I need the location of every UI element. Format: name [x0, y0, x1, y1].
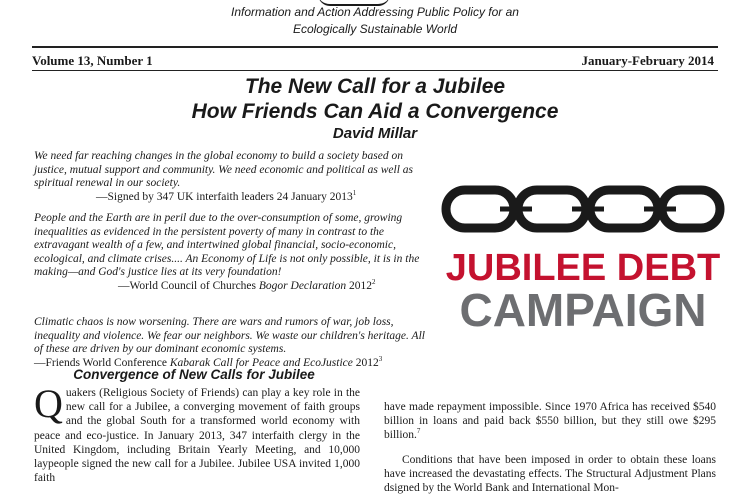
quote-text: People and the Earth are in peril due to the over-consumption of some, growing inequalities as evidenced in the persistent poverty of many in contrast to the extravagant wealth of a few, and intertwined global financial, socio-economic, ecological, and climate crises.... An Economy of Life is not only possible, it is in the making—and God's justice lies at its very foundation!: [34, 212, 420, 279]
body-column-right: [384, 400, 716, 495]
quote-source: —Signed by 347 UK interfaith leaders 24 January 2013$^1$: [96, 188, 357, 203]
article-title-line-2: How Friends Can Aid a Convergence: [191, 100, 559, 123]
quote-text: Climatic chaos is now worsening. There are wars and rumors of war, job loss, inequality and violence. We fear our neighbors. We waste our children's heritage. All of these are driven by our dominant economic systems.: [34, 316, 425, 356]
tagline-line-2: Ecologically Sustainable World: [292, 22, 458, 36]
drop-cap: Q: [34, 381, 63, 426]
article-title-line-1: The New Call for a Jubilee: [244, 75, 506, 98]
issue-volume: Volume 13, Number 1: [32, 53, 153, 68]
body-paragraph: have made repayment impossible. Since 1970 Africa has received $540 billion in loans and paid back $550 billion, but they still owe $295 billion.$^7$: [384, 401, 716, 442]
article-author: David Millar: [332, 125, 418, 142]
quote-source: —World Council of Churches Bogor Declaration 2012$^2$: [118, 278, 376, 292]
body-paragraph: Conditions that have been imposed in order to obtain these loans have increased the devastating effects. The Structural Adjustment Plans dsigned by the World Bank and International Mon-: [384, 453, 716, 495]
issue-date: January-February 2014: [581, 53, 714, 68]
section-heading: Convergence of New Calls for Jubilee: [73, 367, 315, 382]
logo-line-2: CAMPAIGN: [459, 284, 707, 336]
jubilee-debt-campaign-logo: [438, 180, 728, 340]
quote-source: —Friends World Conference Kabarak Call for Peace and EcoJustice 2012$^3$: [34, 354, 383, 369]
epigraph-quote-2: [34, 212, 426, 294]
header-rule-top: [32, 46, 718, 48]
epigraph-quote-3: [34, 316, 426, 370]
header-rule-bottom: [32, 70, 718, 71]
quote-text: We need far reaching changes in the global economy to build a society based on justice, mutual support and community. We need economic and political as well as spiritual renewal in our society.: [34, 150, 414, 190]
logo-line-1: JUBILEE DEBT: [445, 247, 721, 289]
body-column-left: [34, 381, 360, 485]
tagline-line-1: Information and Action Addressing Public Policy for an: [231, 5, 519, 19]
body-text-left: uakers (Religious Society of Friends) can play a key role in the new call for a Jubilee, a converging movement of faith groups and the global South for a transformed world economy with peace and eco-justice. In January 2013, 347 interfaith clergy in the United Kingdom, including Britain Yearly Meeting, and 10,000 laypeople signed the new call for a Jubilee. Jubilee USA invited 1,000 faith: [34, 387, 360, 485]
epigraph-quote-1: [34, 150, 426, 204]
